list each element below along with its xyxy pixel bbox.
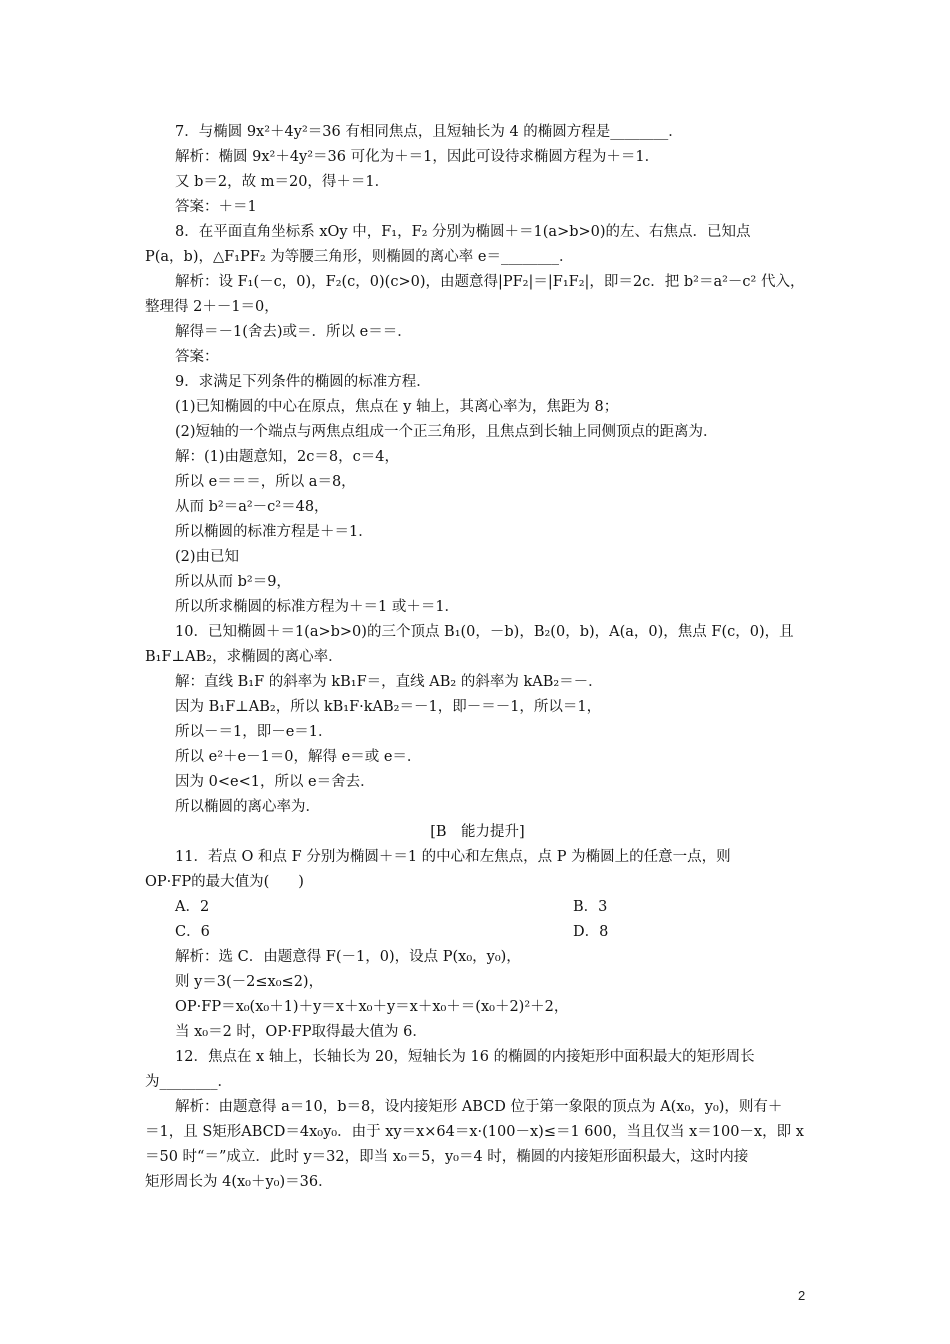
- option-d: D．8: [573, 924, 609, 940]
- q10-solution-line-3: 所以－＝1，即－e＝1．: [175, 724, 333, 740]
- option-a: A．2: [175, 899, 210, 915]
- q9-solution-line-2: 所以 e＝＝＝，所以 a＝8，: [175, 474, 356, 490]
- q12-solution-line-2: ＝1，且 S矩形ABCD＝4x₀y₀．由于 xy＝x×64＝x·(100－x)≤＝1 600，当且仅当 x＝100－x，即 x: [145, 1124, 804, 1140]
- q8-solution-line-3: 解得＝－1(舍去)或＝．所以 e＝＝．: [175, 324, 412, 340]
- q9-stem: 9．求满足下列条件的椭圆的标准方程．: [175, 374, 431, 390]
- q10-solution-line-6: 所以椭圆的离心率为．: [175, 799, 320, 815]
- q9-solution-line-7: 所以所求椭圆的标准方程为＋＝1 或＋＝1．: [175, 599, 460, 615]
- q12-stem-line-1: 12．焦点在 x 轴上，长轴长为 20，短轴长为 16 的椭圆的内接矩形中面积最大的矩形周长: [175, 1049, 755, 1065]
- q10-solution-line-4: 所以 e²＋e－1＝0，解得 e＝或 e＝．: [175, 749, 422, 765]
- option-b: B．3: [573, 899, 608, 915]
- q11-stem-line-2: OP·FP的最大值为( ): [145, 874, 304, 890]
- q7-answer: 答案：＋＝1: [175, 199, 257, 215]
- q8-solution-line-1: 解析：设 F₁(－c，0)，F₂(c，0)(c>0)，由题意得|PF₂|＝|F₁F₂|，即＝2c．把 b²＝a²－c² 代入，: [175, 274, 805, 290]
- q11-solution-line-4: 当 x₀＝2 时，OP·FP取得最大值为 6．: [175, 1024, 427, 1040]
- q8-answer: 答案：: [175, 349, 219, 365]
- q12-solution-line-1: 解析：由题意得 a＝10，b＝8，设内接矩形 ABCD 位于第一象限的顶点为 A(x₀，y₀)，则有＋: [175, 1099, 783, 1115]
- q9-solution-line-1: 解：(1)由题意知，2c＝8，c＝4，: [175, 449, 399, 465]
- q11-options-row-2: [145, 920, 810, 945]
- option-c: C．6: [175, 924, 210, 940]
- q7-solution-line-1: 解析：椭圆 9x²＋4y²＝36 可化为＋＝1，因此可设待求椭圆方程为＋＝1．: [175, 149, 660, 165]
- q9-part-1: (1)已知椭圆的中心在原点，焦点在 y 轴上，其离心率为，焦距为 8；: [175, 399, 619, 415]
- q9-solution-line-4: 所以椭圆的标准方程是＋＝1．: [175, 524, 373, 540]
- q10-solution-line-5: 因为 0<e<1，所以 e＝舍去．: [175, 774, 375, 790]
- q9-solution-line-5: (2)由已知: [175, 549, 240, 565]
- document-body: [145, 120, 810, 1195]
- q11-solution-line-1: 解析：选 C．由题意得 F(－1，0)，设点 P(x₀，y₀)，: [175, 949, 521, 965]
- q12-solution-line-3: ＝50 时“＝”成立．此时 y＝32，即当 x₀＝5，y₀＝4 时，椭圆的内接矩形面积最大，这时内接: [145, 1149, 749, 1165]
- q11-stem-line-1: 11．若点 O 和点 F 分别为椭圆＋＝1 的中心和左焦点，点 P 为椭圆上的任意一点，则: [175, 849, 731, 865]
- q11-solution-line-3: OP·FP＝x₀(x₀＋1)＋y＝x＋x₀＋y＝x＋x₀＋＝(x₀＋2)²＋2，: [175, 999, 569, 1015]
- q9-solution-line-3: 从而 b²＝a²－c²＝48，: [175, 499, 329, 515]
- q8-solution-line-2: 整理得 2＋－1＝0，: [145, 299, 279, 315]
- q8-stem-line-2: P(a，b)，△F₁PF₂ 为等腰三角形，则椭圆的离心率 e＝________．: [145, 249, 574, 265]
- q10-solution-line-2: 因为 B₁F⊥AB₂，所以 kB₁F·kAB₂＝－1，即－＝－1，所以＝1，: [175, 699, 602, 715]
- q8-stem-line-1: 8．在平面直角坐标系 xOy 中，F₁，F₂ 分别为椭圆＋＝1(a>b>0)的左、右焦点．已知点: [175, 224, 751, 240]
- q10-stem-line-2: B₁F⊥AB₂，求椭圆的离心率．: [145, 649, 343, 665]
- q11-solution-line-2: 则 y＝3(－2≤x₀≤2)，: [175, 974, 324, 990]
- q7-solution-line-2: 又 b＝2，故 m＝20，得＋＝1．: [175, 174, 390, 190]
- q12-stem-line-2: 为________．: [145, 1074, 232, 1090]
- q11-options-row-1: [145, 895, 810, 920]
- q9-part-2: (2)短轴的一个端点与两焦点组成一个正三角形，且焦点到长轴上同侧顶点的距离为．: [175, 424, 718, 440]
- section-heading: [B 能力提升]: [430, 824, 525, 840]
- q10-solution-line-1: 解：直线 B₁F 的斜率为 kB₁F＝，直线 AB₂ 的斜率为 kAB₂＝－．: [175, 674, 603, 690]
- page-number: 2: [798, 1288, 806, 1303]
- q10-stem-line-1: 10．已知椭圆＋＝1(a>b>0)的三个顶点 B₁(0，－b)，B₂(0，b)，A(a，0)，焦点 F(c，0)，且: [175, 624, 794, 640]
- q12-solution-line-4: 矩形周长为 4(x₀＋y₀)＝36．: [145, 1174, 333, 1190]
- q9-solution-line-6: 所以从而 b²＝9，: [175, 574, 291, 590]
- q7-stem: 7．与椭圆 9x²＋4y²＝36 有相同焦点，且短轴长为 4 的椭圆方程是________．: [175, 124, 683, 140]
